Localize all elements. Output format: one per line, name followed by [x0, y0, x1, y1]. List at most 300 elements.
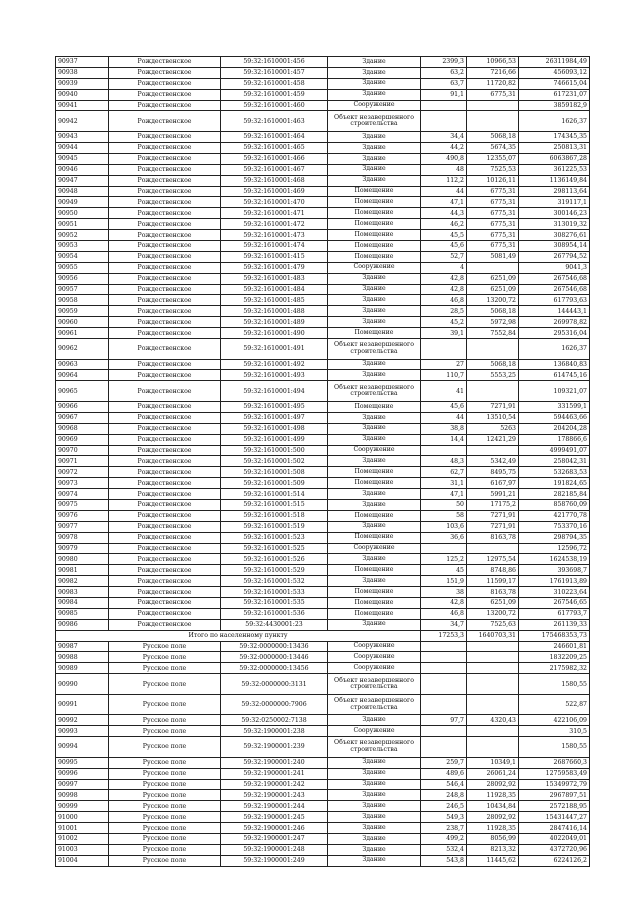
settlement-name: Русское поле	[109, 834, 221, 845]
object-area: 48	[421, 164, 467, 175]
object-area: 58	[421, 510, 467, 521]
settlement-name: Рождественское	[109, 576, 221, 587]
cadastral-number: 59:32:1610001:479	[221, 262, 328, 273]
settlement-name: Русское поле	[109, 801, 221, 812]
specific-value: 10434,84	[467, 801, 519, 812]
settlement-name: Русское поле	[109, 674, 221, 695]
specific-value: 8748,86	[467, 565, 519, 576]
cadastral-number: 59:32:1610001:514	[221, 489, 328, 500]
record-number: 90966	[56, 401, 109, 412]
table-row	[56, 779, 590, 790]
record-number: 90983	[56, 587, 109, 598]
settlement-name: Рождественское	[109, 175, 221, 186]
registry-sheet	[55, 56, 589, 867]
cadastral-number: 59:32:1900001:246	[221, 823, 328, 834]
cadastral-value: 4999491,07	[519, 445, 590, 456]
specific-value: 6167,97	[467, 478, 519, 489]
cadastral-value: 246601,81	[519, 641, 590, 652]
object-area: 63,2	[421, 67, 467, 78]
table-row	[56, 208, 590, 219]
cadastral-value: 258042,31	[519, 456, 590, 467]
cadastral-number: 59:32:1610001:466	[221, 153, 328, 164]
settlement-name: Рождественское	[109, 587, 221, 598]
object-type: Здание	[328, 576, 421, 587]
object-type: Здание	[328, 164, 421, 175]
cadastral-value: 1626,37	[519, 111, 590, 132]
cadastral-number: 59:32:0000000:7906	[221, 694, 328, 715]
object-type: Помещение	[328, 467, 421, 478]
record-number: 90995	[56, 757, 109, 768]
object-type: Здание	[328, 153, 421, 164]
record-number: 90951	[56, 219, 109, 230]
cadastral-number: 59:32:1610001:468	[221, 175, 328, 186]
cadastral-number: 59:32:0000000:13446	[221, 652, 328, 663]
settlement-name: Рождественское	[109, 132, 221, 143]
cadastral-value: 6063867,28	[519, 153, 590, 164]
object-type: Здание	[328, 67, 421, 78]
settlement-name: Рождественское	[109, 608, 221, 619]
specific-value	[467, 726, 519, 737]
specific-value: 4320,43	[467, 715, 519, 726]
record-number: 90950	[56, 208, 109, 219]
object-area: 39,1	[421, 328, 467, 339]
subtotal-label: Итого по населенному пункту	[56, 630, 421, 641]
object-type: Здание	[328, 823, 421, 834]
table-row	[56, 587, 590, 598]
object-area: 4	[421, 262, 467, 273]
object-area: 47,1	[421, 197, 467, 208]
record-number: 90964	[56, 370, 109, 381]
specific-value: 5674,35	[467, 142, 519, 153]
specific-value: 11599,17	[467, 576, 519, 587]
record-number: 90967	[56, 412, 109, 423]
specific-value: 5068,18	[467, 359, 519, 370]
record-number: 91001	[56, 823, 109, 834]
specific-value: 10349,1	[467, 757, 519, 768]
specific-value: 12421,29	[467, 434, 519, 445]
object-area: 50	[421, 499, 467, 510]
object-area: 44	[421, 412, 467, 423]
object-type: Помещение	[328, 401, 421, 412]
cadastral-value: 1624538,19	[519, 554, 590, 565]
cadastral-value-table	[55, 56, 590, 867]
table-row	[56, 230, 590, 241]
cadastral-number: 59:32:1610001:493	[221, 370, 328, 381]
table-row	[56, 186, 590, 197]
cadastral-value: 532683,53	[519, 467, 590, 478]
object-type: Здание	[328, 779, 421, 790]
cadastral-value: 6224126,2	[519, 855, 590, 866]
specific-value: 26061,24	[467, 768, 519, 779]
record-number: 90962	[56, 338, 109, 359]
cadastral-value: 313019,32	[519, 219, 590, 230]
cadastral-number: 59:32:1610001:497	[221, 412, 328, 423]
object-type: Здание	[328, 284, 421, 295]
settlement-name: Рождественское	[109, 619, 221, 630]
settlement-name: Рождественское	[109, 78, 221, 89]
specific-value: 11928,35	[467, 790, 519, 801]
record-number: 90993	[56, 726, 109, 737]
object-type: Объект незавершенного строительства	[328, 111, 421, 132]
object-type: Помещение	[328, 587, 421, 598]
specific-value: 7525,63	[467, 619, 519, 630]
object-area	[421, 111, 467, 132]
table-row	[56, 240, 590, 251]
object-type: Здание	[328, 57, 421, 68]
settlement-name: Рождественское	[109, 338, 221, 359]
specific-value: 10126,11	[467, 175, 519, 186]
table-row	[56, 164, 590, 175]
table-row	[56, 565, 590, 576]
object-type: Сооружение	[328, 652, 421, 663]
object-area: 238,7	[421, 823, 467, 834]
settlement-name: Рождественское	[109, 164, 221, 175]
subtotal-area: 17253,3	[421, 630, 467, 641]
specific-value: 7552,84	[467, 328, 519, 339]
object-area: 41	[421, 381, 467, 402]
settlement-name: Русское поле	[109, 652, 221, 663]
settlement-name: Рождественское	[109, 543, 221, 554]
table-row	[56, 142, 590, 153]
specific-value: 11928,35	[467, 823, 519, 834]
specific-value	[467, 100, 519, 111]
specific-value: 7216,66	[467, 67, 519, 78]
specific-value	[467, 694, 519, 715]
cadastral-value: 753370,16	[519, 521, 590, 532]
object-area: 62,7	[421, 467, 467, 478]
object-type: Здание	[328, 812, 421, 823]
specific-value: 6775,31	[467, 240, 519, 251]
object-area: 112,2	[421, 175, 467, 186]
record-number: 90988	[56, 652, 109, 663]
cadastral-value: 617793,63	[519, 295, 590, 306]
table-row	[56, 554, 590, 565]
record-number: 91003	[56, 844, 109, 855]
object-area: 31,1	[421, 478, 467, 489]
cadastral-value: 422106,09	[519, 715, 590, 726]
table-row	[56, 844, 590, 855]
settlement-name: Рождественское	[109, 89, 221, 100]
settlement-name: Рождественское	[109, 208, 221, 219]
specific-value: 6775,31	[467, 208, 519, 219]
table-row	[56, 295, 590, 306]
cadastral-number: 59:32:1610001:489	[221, 317, 328, 328]
record-number: 90973	[56, 478, 109, 489]
settlement-name: Рождественское	[109, 230, 221, 241]
cadastral-value: 2175982,32	[519, 663, 590, 674]
record-number: 90982	[56, 576, 109, 587]
record-number: 90969	[56, 434, 109, 445]
object-type: Помещение	[328, 251, 421, 262]
cadastral-number: 59:32:1610001:536	[221, 608, 328, 619]
cadastral-number: 59:32:1610001:491	[221, 338, 328, 359]
settlement-name: Рождественское	[109, 273, 221, 284]
record-number: 90971	[56, 456, 109, 467]
object-area: 45,5	[421, 230, 467, 241]
object-type: Помещение	[328, 597, 421, 608]
specific-value: 6251,09	[467, 597, 519, 608]
cadastral-number: 59:32:1900001:247	[221, 834, 328, 845]
object-type: Помещение	[328, 478, 421, 489]
cadastral-value: 250813,31	[519, 142, 590, 153]
cadastral-number: 59:32:1610001:502	[221, 456, 328, 467]
record-number: 90974	[56, 489, 109, 500]
specific-value: 10966,53	[467, 57, 519, 68]
cadastral-value: 331599,1	[519, 401, 590, 412]
settlement-name: Рождественское	[109, 67, 221, 78]
settlement-name: Рождественское	[109, 100, 221, 111]
cadastral-number: 59:32:1900001:238	[221, 726, 328, 737]
settlement-name: Рождественское	[109, 142, 221, 153]
cadastral-number: 59:32:1610001:471	[221, 208, 328, 219]
settlement-name: Рождественское	[109, 219, 221, 230]
object-area: 125,2	[421, 554, 467, 565]
settlement-name: Рождественское	[109, 251, 221, 262]
settlement-name: Рождественское	[109, 328, 221, 339]
settlement-name: Рождественское	[109, 521, 221, 532]
specific-value	[467, 641, 519, 652]
cadastral-value: 109321,07	[519, 381, 590, 402]
cadastral-value: 267546,68	[519, 284, 590, 295]
settlement-name: Рождественское	[109, 262, 221, 273]
cadastral-value: 204204,28	[519, 423, 590, 434]
cadastral-number: 59:32:1610001:415	[221, 251, 328, 262]
cadastral-number: 59:32:1610001:499	[221, 434, 328, 445]
table-row	[56, 219, 590, 230]
cadastral-number: 59:32:1610001:465	[221, 142, 328, 153]
record-number: 90978	[56, 532, 109, 543]
settlement-name: Русское поле	[109, 641, 221, 652]
object-area: 27	[421, 359, 467, 370]
record-number: 90937	[56, 57, 109, 68]
record-number: 90945	[56, 153, 109, 164]
table-row	[56, 489, 590, 500]
cadastral-value: 267794,52	[519, 251, 590, 262]
specific-value: 6775,31	[467, 89, 519, 100]
object-type: Здание	[328, 801, 421, 812]
table-row	[56, 434, 590, 445]
settlement-name: Рождественское	[109, 111, 221, 132]
cadastral-number: 59:32:1900001:239	[221, 737, 328, 758]
cadastral-number: 59:32:1610001:498	[221, 423, 328, 434]
object-area: 44	[421, 186, 467, 197]
specific-value: 5342,49	[467, 456, 519, 467]
cadastral-value: 282185,84	[519, 489, 590, 500]
object-area: 151,9	[421, 576, 467, 587]
table-row	[56, 855, 590, 866]
cadastral-number: 59:32:0000000:13436	[221, 641, 328, 652]
record-number: 90940	[56, 89, 109, 100]
record-number: 90985	[56, 608, 109, 619]
specific-value: 11720,82	[467, 78, 519, 89]
specific-value	[467, 737, 519, 758]
specific-value	[467, 652, 519, 663]
object-area: 248,8	[421, 790, 467, 801]
settlement-name: Русское поле	[109, 768, 221, 779]
settlement-name: Рождественское	[109, 597, 221, 608]
specific-value: 8163,78	[467, 587, 519, 598]
table-row	[56, 801, 590, 812]
object-area: 48,3	[421, 456, 467, 467]
settlement-name: Рождественское	[109, 565, 221, 576]
table-row	[56, 597, 590, 608]
object-area: 34,7	[421, 619, 467, 630]
cadastral-number: 59:32:1900001:243	[221, 790, 328, 801]
record-number: 90992	[56, 715, 109, 726]
object-type: Здание	[328, 175, 421, 186]
object-area: 63,7	[421, 78, 467, 89]
settlement-name: Рождественское	[109, 510, 221, 521]
object-area: 549,3	[421, 812, 467, 823]
specific-value: 6775,31	[467, 219, 519, 230]
cadastral-value: 295316,04	[519, 328, 590, 339]
cadastral-number: 59:32:1610001:460	[221, 100, 328, 111]
table-row	[56, 834, 590, 845]
specific-value: 5068,18	[467, 132, 519, 143]
record-number: 90980	[56, 554, 109, 565]
object-type: Здание	[328, 768, 421, 779]
object-area: 38,8	[421, 423, 467, 434]
object-area	[421, 338, 467, 359]
specific-value	[467, 381, 519, 402]
object-area: 52,7	[421, 251, 467, 262]
object-type: Сооружение	[328, 543, 421, 554]
record-number: 90954	[56, 251, 109, 262]
cadastral-value: 614745,16	[519, 370, 590, 381]
settlement-name: Рождественское	[109, 306, 221, 317]
table-row	[56, 478, 590, 489]
object-type: Здание	[328, 273, 421, 284]
table-row	[56, 67, 590, 78]
cadastral-value: 456093,12	[519, 67, 590, 78]
object-area: 246,5	[421, 801, 467, 812]
subtotal-value: 175468353,73	[519, 630, 590, 641]
cadastral-number: 59:32:1610001:523	[221, 532, 328, 543]
record-number: 90957	[56, 284, 109, 295]
cadastral-value: 267546,65	[519, 597, 590, 608]
object-area: 489,6	[421, 768, 467, 779]
specific-value: 6251,09	[467, 273, 519, 284]
specific-value: 6775,31	[467, 186, 519, 197]
table-row	[56, 757, 590, 768]
record-number: 90952	[56, 230, 109, 241]
object-type: Помещение	[328, 532, 421, 543]
object-type: Помещение	[328, 240, 421, 251]
specific-value: 7271,91	[467, 401, 519, 412]
settlement-name: Русское поле	[109, 663, 221, 674]
specific-value: 6251,09	[467, 284, 519, 295]
cadastral-number: 59:32:1900001:245	[221, 812, 328, 823]
specific-value: 5991,21	[467, 489, 519, 500]
object-area: 499,2	[421, 834, 467, 845]
object-area: 28,5	[421, 306, 467, 317]
table-row	[56, 532, 590, 543]
specific-value: 5263	[467, 423, 519, 434]
cadastral-number: 59:32:1610001:533	[221, 587, 328, 598]
settlement-name: Русское поле	[109, 844, 221, 855]
object-type: Здание	[328, 132, 421, 143]
object-type: Здание	[328, 412, 421, 423]
object-type: Здание	[328, 295, 421, 306]
cadastral-number: 59:32:1610001:490	[221, 328, 328, 339]
object-type: Здание	[328, 855, 421, 866]
object-area: 45	[421, 565, 467, 576]
record-number: 90948	[56, 186, 109, 197]
object-type: Помещение	[328, 510, 421, 521]
settlement-name: Рождественское	[109, 57, 221, 68]
specific-value: 8056,99	[467, 834, 519, 845]
cadastral-number: 59:32:1610001:519	[221, 521, 328, 532]
cadastral-value: 12596,72	[519, 543, 590, 554]
cadastral-value: 361225,53	[519, 164, 590, 175]
specific-value	[467, 262, 519, 273]
record-number: 90944	[56, 142, 109, 153]
cadastral-number: 59:32:1610001:457	[221, 67, 328, 78]
object-type: Помещение	[328, 208, 421, 219]
specific-value: 5068,18	[467, 306, 519, 317]
object-type: Здание	[328, 434, 421, 445]
object-area: 42,8	[421, 284, 467, 295]
cadastral-number: 59:32:0000000:3131	[221, 674, 328, 695]
cadastral-value: 1626,37	[519, 338, 590, 359]
cadastral-value: 746615,04	[519, 78, 590, 89]
settlement-name: Рождественское	[109, 295, 221, 306]
record-number: 90987	[56, 641, 109, 652]
table-row	[56, 359, 590, 370]
cadastral-number: 59:32:1610001:509	[221, 478, 328, 489]
cadastral-value: 261139,33	[519, 619, 590, 630]
cadastral-number: 59:32:1610001:472	[221, 219, 328, 230]
object-area	[421, 737, 467, 758]
cadastral-value: 298794,35	[519, 532, 590, 543]
settlement-name: Рождественское	[109, 284, 221, 295]
cadastral-number: 59:32:1610001:488	[221, 306, 328, 317]
table-row	[56, 57, 590, 68]
table-row	[56, 262, 590, 273]
settlement-name: Рождественское	[109, 554, 221, 565]
object-type: Здание	[328, 306, 421, 317]
object-type: Здание	[328, 790, 421, 801]
object-area	[421, 100, 467, 111]
object-type: Здание	[328, 142, 421, 153]
cadastral-value: 300146,23	[519, 208, 590, 219]
cadastral-value: 421770,78	[519, 510, 590, 521]
settlement-name: Русское поле	[109, 812, 221, 823]
settlement-name: Рождественское	[109, 240, 221, 251]
record-number: 90938	[56, 67, 109, 78]
cadastral-number: 59:32:1610001:494	[221, 381, 328, 402]
settlement-name: Рождественское	[109, 434, 221, 445]
object-type: Здание	[328, 619, 421, 630]
record-number: 90941	[56, 100, 109, 111]
table-row	[56, 328, 590, 339]
object-type: Здание	[328, 499, 421, 510]
table-row	[56, 100, 590, 111]
cadastral-value: 393698,7	[519, 565, 590, 576]
object-area: 490,8	[421, 153, 467, 164]
table-row	[56, 641, 590, 652]
object-type: Объект незавершенного строительства	[328, 674, 421, 695]
subtotal-section	[56, 630, 590, 641]
table-row	[56, 412, 590, 423]
table-row	[56, 543, 590, 554]
table-row	[56, 401, 590, 412]
record-number: 90970	[56, 445, 109, 456]
record-number: 90984	[56, 597, 109, 608]
settlement-name: Рождественское	[109, 499, 221, 510]
specific-value: 13200,72	[467, 608, 519, 619]
settlement-name: Рождественское	[109, 197, 221, 208]
